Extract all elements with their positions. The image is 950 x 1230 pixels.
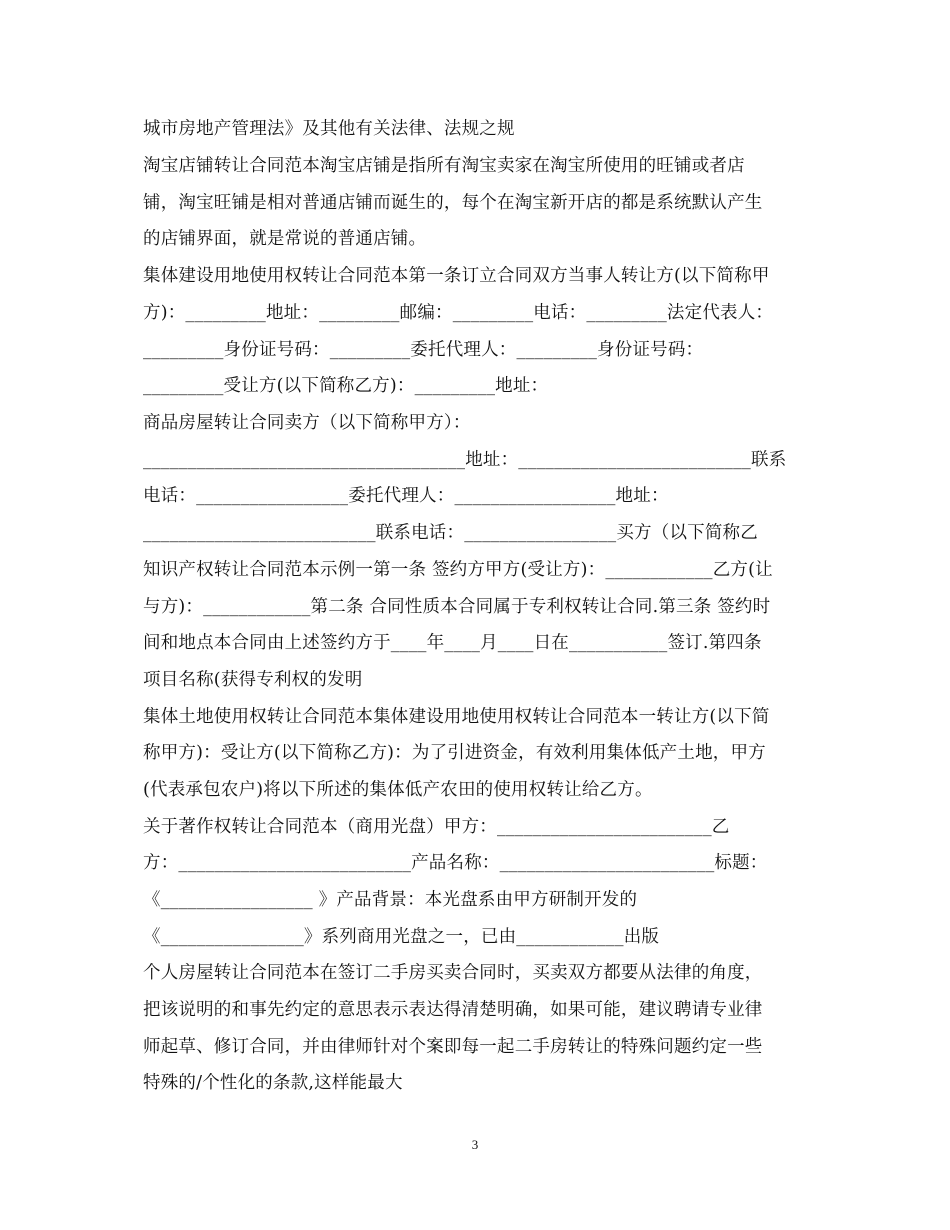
text-line: 《_________________ 》产品背景：本光盘系由甲方研制开发的 (143, 890, 638, 910)
text-line: 城市房地产管理法》及其他有关法律、法规之规 (143, 119, 515, 139)
text-line: 特殊的/个性化的条款,这样能最大 (143, 1073, 403, 1093)
text-line: 方：__________________________产品名称：________________________标题： (143, 853, 768, 873)
text-line: 商品房屋转让合同卖方（以下简称甲方）： (143, 413, 471, 433)
text-line: ____________________________________地址：__________________________联系 (143, 450, 787, 470)
text-line: (代表承包农户)将以下所述的集体低产农田的使用权转让给乙方。 (143, 780, 653, 800)
text-line: 把该说明的和事先约定的意思表示表达得清楚明确，如果可能，建议聘请专业律 (143, 1000, 763, 1020)
text-line: 关于著作权转让合同范本（商用光盘）甲方：________________________乙 (143, 817, 730, 837)
text-line: 项目名称(获得专利权的发明 (143, 670, 363, 690)
text-line: _________受让方(以下简称乙方)：_________地址： (143, 376, 549, 396)
text-line: 《________________》系列商用光盘之一，已由____________出版 (143, 927, 660, 947)
text-line: _________身份证号码：_________委托代理人：_________身份证号码： (143, 340, 704, 360)
text-line: 个人房屋转让合同范本在签订二手房买卖合同时，买卖双方都要从法律的角度， (143, 963, 763, 983)
text-line: 方)：_________地址：_________邮编：_________电话：_________法定代表人： (143, 303, 774, 323)
text-line: 淘宝店铺转让合同范本淘宝店铺是指所有淘宝卖家在淘宝所使用的旺铺或者店 (143, 156, 745, 176)
text-line: 知识产权转让合同范本示例一第一条 签约方甲方(受让方)：____________乙方(让 (143, 560, 773, 580)
text-line: __________________________联系电话：_________________买方（以下简称乙 (143, 523, 758, 543)
text-line: 铺，淘宝旺铺是相对普通店铺而诞生的，每个在淘宝新开店的都是系统默认产生 (143, 193, 763, 213)
text-line: 电话：_________________委托代理人：__________________地址： (143, 486, 669, 506)
text-line: 与方)：____________第二条 合同性质本合同属于专利权转让合同.第三条 签约时 (143, 597, 771, 617)
text-line: 集体土地使用权转让合同范本集体建设用地使用权转让合同范本一转让方(以下简 (143, 707, 770, 727)
text-line: 称甲方)：受让方(以下简称乙方)：为了引进资金，有效利用集体低产土地，甲方 (143, 743, 766, 763)
text-line: 集体建设用地使用权转让合同范本第一条订立合同双方当事人转让方(以下简称甲 (143, 266, 770, 286)
text-line: 的店铺界面，就是常说的普通店铺。 (143, 229, 427, 249)
page-number: 3 (471, 1137, 479, 1152)
text-line: 间和地点本合同由上述签约方于____年____月____日在___________签订.第四条 (143, 633, 762, 653)
text-line: 师起草、修订合同，并由律师针对个案即每一起二手房转让的特殊问题约定一些 (143, 1037, 763, 1057)
